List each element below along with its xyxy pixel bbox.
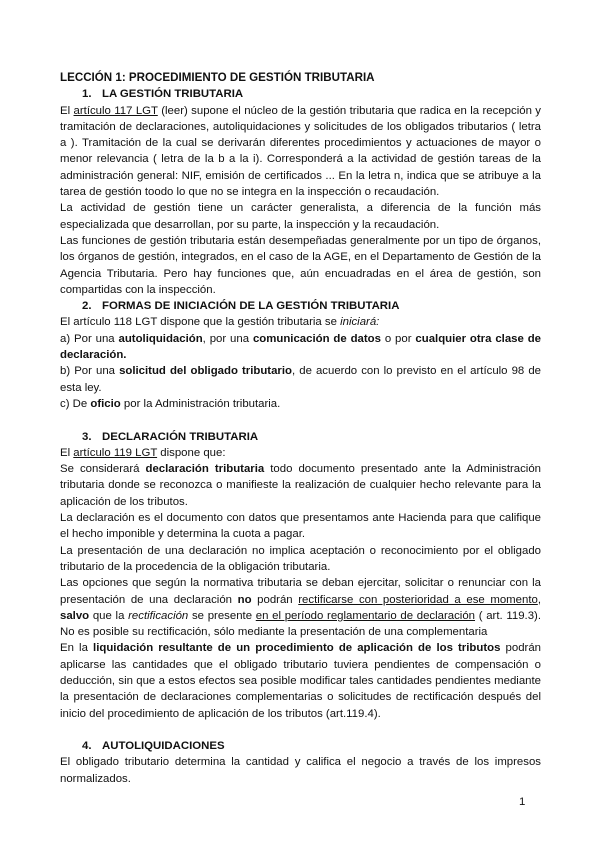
text-run: que la bbox=[89, 609, 129, 622]
paragraph bbox=[60, 396, 541, 412]
text-run: El bbox=[60, 104, 74, 117]
paragraph bbox=[60, 103, 541, 201]
document-page bbox=[60, 70, 541, 787]
text-run: En la bbox=[60, 642, 94, 655]
document-body bbox=[60, 86, 541, 787]
paragraph bbox=[60, 200, 541, 233]
text-run: dispone que: bbox=[157, 446, 226, 459]
bold-text: oficio bbox=[90, 397, 121, 410]
text-run: a) Por una bbox=[60, 332, 119, 345]
text-run: Se considerará bbox=[60, 463, 146, 476]
text-run: La presentación de una declaración no implica aceptación o reconocimiento por el obligado tributario de la procedencia de la obligación tributaria. bbox=[60, 544, 541, 573]
blank-line bbox=[60, 412, 541, 428]
section-title: LA GESTIÓN TRIBUTARIA bbox=[102, 88, 244, 101]
text-run: por la Administración tributaria. bbox=[120, 397, 281, 410]
bold-text: salvo bbox=[60, 609, 90, 622]
text-run: El artículo 118 LGT dispone que la gestión tributaria se bbox=[60, 316, 341, 329]
paragraph bbox=[60, 510, 541, 543]
section-heading bbox=[60, 298, 541, 314]
underlined-text: en el período reglamentario de declaración bbox=[255, 609, 476, 622]
paragraph bbox=[60, 363, 541, 396]
text-run: El bbox=[60, 446, 74, 459]
paragraph bbox=[60, 640, 541, 721]
underlined-text: artículo 119 LGT bbox=[73, 446, 158, 459]
text-run: La declaración es el documento con datos que presentamos ante Hacienda para que califique el hecho imponible y determina la cuota a pagar. bbox=[60, 512, 541, 541]
text-run: podrán aplicarse las cantidades que el obligado tributario tuviera pendientes de compensación o deducción, sin que a estos efectos sea posible modificar tales cantidades pendientes mediante la presentación de declaraciones complementarias o solicitudes de rectificación después del inicio del procedimiento de aplicación de los tributos (art.119.4). bbox=[60, 642, 541, 720]
blank-line bbox=[60, 722, 541, 738]
section-heading bbox=[60, 738, 541, 754]
paragraph bbox=[60, 445, 541, 461]
section-number: 3. bbox=[82, 430, 92, 443]
bold-text: cualquier otra clase de declaración. bbox=[60, 332, 541, 362]
italic-text: rectificación bbox=[128, 609, 189, 622]
text-run: , de acuerdo con lo previsto en el artículo 98 de esta ley. bbox=[60, 365, 541, 394]
text-run: o por bbox=[380, 332, 416, 345]
bold-text: no bbox=[237, 593, 252, 606]
text-run: , bbox=[537, 593, 541, 606]
section-number: 2. bbox=[82, 300, 92, 313]
bold-text: liquidación resultante de un procedimiento de aplicación de los tributos bbox=[93, 642, 501, 655]
paragraph bbox=[60, 575, 541, 640]
text-run: (leer) supone el núcleo de la gestión tributaria que radica en la recepción y tramitación de declaraciones, autoliquidaciones y solicitudes de los obligados tributarios ( letra a ). Tramitación de la cual se derivarán diferentes procedimientos y actuaciones de mayor o menor relevancia ( letra de la b a la i). Corresponderá a la actividad de gestión tareas de la administración general: NIF, emisión de certificados ... En la letra n, indica que se atribuye a la tarea de gestión toodo lo que no se integra en la inspección o recaudación. bbox=[60, 104, 541, 199]
page-number: 1 bbox=[519, 796, 526, 808]
bold-text: solicitud del obligado tributario bbox=[119, 365, 292, 378]
section-heading bbox=[60, 86, 541, 102]
underlined-text: artículo 117 LGT bbox=[73, 104, 158, 117]
text-run: Las funciones de gestión tributaria están desempeñadas generalmente por un tipo de órganos, los órganos de gestión, integrados, en el caso de la AGE, en el Departamento de Gestión de la Agencia Tributaria. Pero hay funciones que, aún encuadradas en el área de gestión, son compartidas con la inspección. bbox=[60, 234, 541, 296]
paragraph bbox=[60, 754, 541, 787]
document-title: LECCIÓN 1: PROCEDIMIENTO DE GESTIÓN TRIBUTARIA bbox=[60, 71, 375, 84]
section-title: AUTOLIQUIDACIONES bbox=[102, 740, 225, 753]
paragraph bbox=[60, 233, 541, 298]
section-heading bbox=[60, 429, 541, 445]
text-run: Las opciones que según la normativa tributaria se deban ejercitar, solicitar o renunciar con la presentación de una declaración bbox=[60, 577, 541, 606]
underlined-text: rectificarse con posterioridad a ese momento bbox=[298, 593, 538, 606]
text-run: todo documento presentado ante la Administración tributaria donde se reconozca o manifieste la realización de cualquier hecho relevante para la aplicación de los tributos. bbox=[60, 463, 542, 508]
text-run: La actividad de gestión tiene un carácter generalista, a diferencia de la función más especializada que desarrollan, por su parte, la inspección y la recaudación. bbox=[60, 202, 541, 231]
text-run: El obligado tributario determina la cantidad y califica el negocio a través de los impresos normalizados. bbox=[60, 756, 541, 785]
section-number: 4. bbox=[82, 740, 92, 753]
section-title: DECLARACIÓN TRIBUTARIA bbox=[102, 430, 259, 443]
text-run: ( art. 119.3). No es posible su rectificación, sólo mediante la presentación de una complementaria bbox=[60, 609, 541, 639]
section-title: FORMAS DE INICIACIÓN DE LA GESTIÓN TRIBUTARIA bbox=[102, 300, 400, 313]
bold-text: comunicación de datos bbox=[252, 332, 381, 345]
bold-text: declaración tributaria bbox=[145, 463, 265, 476]
paragraph bbox=[60, 461, 541, 510]
text-run: se presente bbox=[188, 609, 256, 622]
section-number: 1. bbox=[82, 88, 92, 101]
paragraph bbox=[60, 314, 541, 330]
bold-text: autoliquidación bbox=[118, 332, 203, 345]
italic-text: iniciará: bbox=[340, 316, 380, 329]
text-run: c) De bbox=[60, 397, 91, 410]
paragraph bbox=[60, 331, 541, 364]
text-run: b) Por una bbox=[60, 365, 120, 378]
text-run: podrán bbox=[251, 593, 299, 606]
text-run: , por una bbox=[202, 332, 253, 345]
paragraph bbox=[60, 543, 541, 576]
